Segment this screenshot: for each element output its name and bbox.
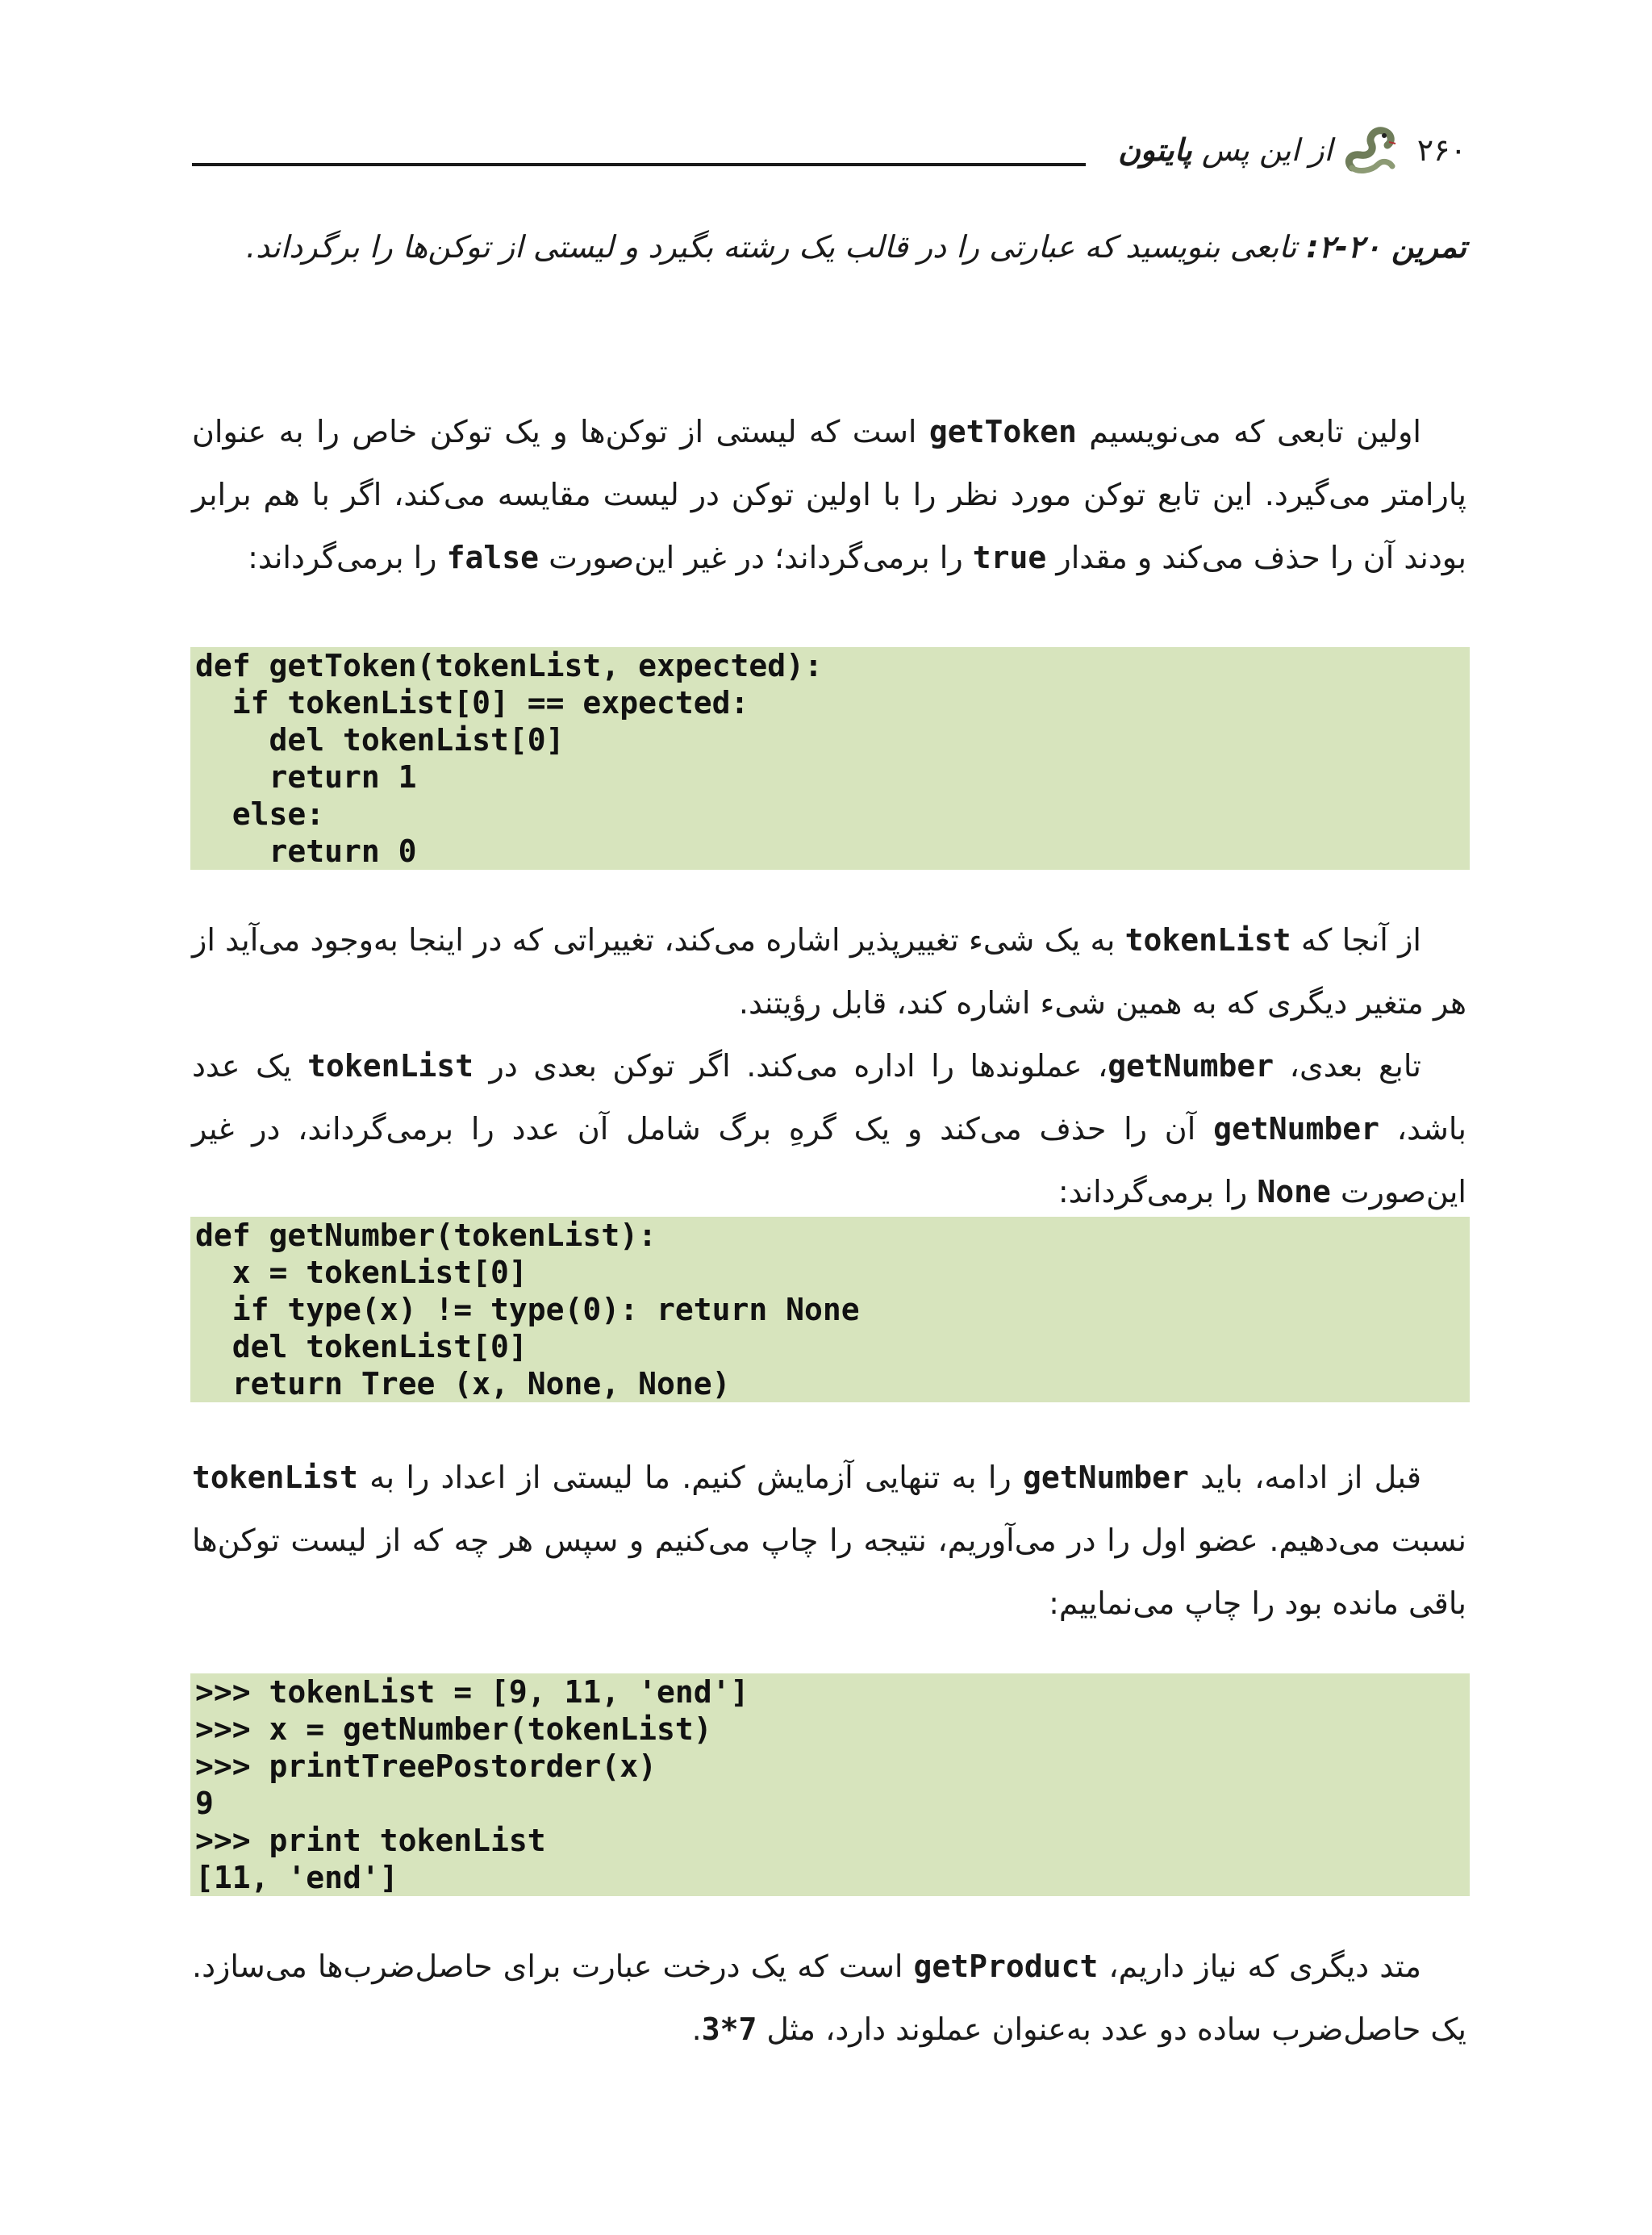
text-run: را برمی‌گرداند:	[1058, 1174, 1258, 1209]
inline-code-getnumber: getNumber	[1108, 1048, 1274, 1084]
inline-code-gettoken: getToken	[928, 414, 1077, 449]
text-run: را برمی‌گرداند؛ در غیر این‌صورت	[539, 540, 973, 575]
series-title	[1118, 132, 1333, 168]
inline-code-tokenlist: tokenList	[192, 1460, 358, 1495]
exercise-label: تمرین ۲۰-۲:	[1306, 229, 1466, 265]
inline-code-product-example: 3*7	[701, 2012, 757, 2047]
text-run: آن را حذف می‌کند و یک گرهِ برگ شامل آن عدد را برمی‌گرداند، در غیر این‌صورت	[192, 1111, 1466, 1209]
text-run: .	[691, 2012, 702, 2047]
paragraph-tokenlist	[192, 909, 1466, 1034]
code-text: >>> tokenList = [9, 11, 'end'] >>> x = getNumber(tokenList) >>> printTreePostorder(x) 9 >>> print tokenList [11, 'end']	[195, 1674, 749, 1895]
inline-code-none: None	[1257, 1174, 1331, 1209]
code-block-getnumber	[190, 1217, 1470, 1402]
paragraph-getproduct	[192, 1935, 1466, 2061]
code-text: def getToken(tokenList, expected): if tokenList[0] == expected: del tokenList[0] return 1 else: return 0	[195, 648, 823, 869]
python-snake-icon	[1342, 121, 1399, 178]
text-run: تابع بعدی،	[1274, 1048, 1421, 1084]
text-run: قبل از ادامه، باید	[1188, 1460, 1422, 1495]
code-text: def getNumber(tokenList): x = tokenList[0] if type(x) != type(0): return None del tokenList[0] return Tree (x, None, None)	[195, 1218, 860, 1402]
text-run: ، عملوندها را اداره می‌کند. اگر توکن بعدی در	[473, 1048, 1108, 1084]
text-run: اولین تابعی که می‌نویسیم	[1076, 414, 1421, 449]
inline-code-false: false	[446, 540, 539, 575]
code-block-gettoken	[190, 647, 1470, 870]
text-run: یک عدد باشد،	[192, 1048, 1466, 1147]
series-prefix: از این پس	[1201, 132, 1333, 168]
inline-code-tokenlist: tokenList	[1124, 922, 1291, 958]
exercise-text: تابعی بنویسید که عبارتی را در قالب یک رشته بگیرد و لیستی از توکن‌ها را برگرداند.	[246, 229, 1307, 265]
inline-code-getproduct: getProduct	[913, 1949, 1099, 1984]
inline-code-getnumber: getNumber	[1213, 1111, 1379, 1147]
inline-code-getnumber: getNumber	[1023, 1460, 1189, 1495]
text-run: را برمی‌گرداند:	[248, 540, 447, 575]
series-brand: پایتون	[1118, 132, 1192, 168]
inline-code-tokenlist: tokenList	[307, 1048, 474, 1084]
header-rule	[192, 163, 1086, 166]
paragraph-test-getnumber	[192, 1446, 1466, 1635]
text-run: است که یک درخت عبارت برای حاصل‌ضرب‌ها می‌سازد. یک حاصل‌ضرب ساده دو عدد به‌عنوان عملوند دارد، مثل	[192, 1949, 1466, 2047]
text-run: است که لیستی از توکن‌ها و یک توکن خاص را به عنوان پارامتر می‌گیرد. این تابع توکن مورد نظر را با اولین توکن در لیست مقایسه می‌کند، اگر با هم برابر بودند آن را حذف می‌کند و مقدار	[192, 414, 1466, 575]
text-run: به یک شیء تغییرپذیر اشاره می‌کند، تغییراتی که در اینجا به‌وجود می‌آید از هر متغیر دیگری که به همین شیء اشاره کند، قابل رؤیتند.	[192, 922, 1466, 1021]
text-run: را به تنهایی آزمایش کنیم. ما لیستی از اعداد را به	[357, 1460, 1024, 1495]
code-block-interpreter-session	[190, 1673, 1470, 1896]
text-run: متد دیگری که نیاز داریم،	[1098, 1949, 1421, 1984]
paragraph-gettoken	[192, 400, 1466, 589]
exercise-statement	[192, 215, 1466, 279]
text-run: نسبت می‌دهیم. عضو اول را در می‌آوریم، نتیجه را چاپ می‌کنیم و سپس هر چه که از لیست توکن‌ها باقی مانده بود را چاپ می‌نماییم:	[192, 1523, 1466, 1621]
page-header	[192, 121, 1466, 178]
text-run: از آنجا که	[1291, 922, 1421, 958]
page-number: ۲۶۰	[1416, 132, 1466, 168]
inline-code-true: true	[972, 540, 1047, 575]
paragraph-getnumber	[192, 1034, 1466, 1223]
